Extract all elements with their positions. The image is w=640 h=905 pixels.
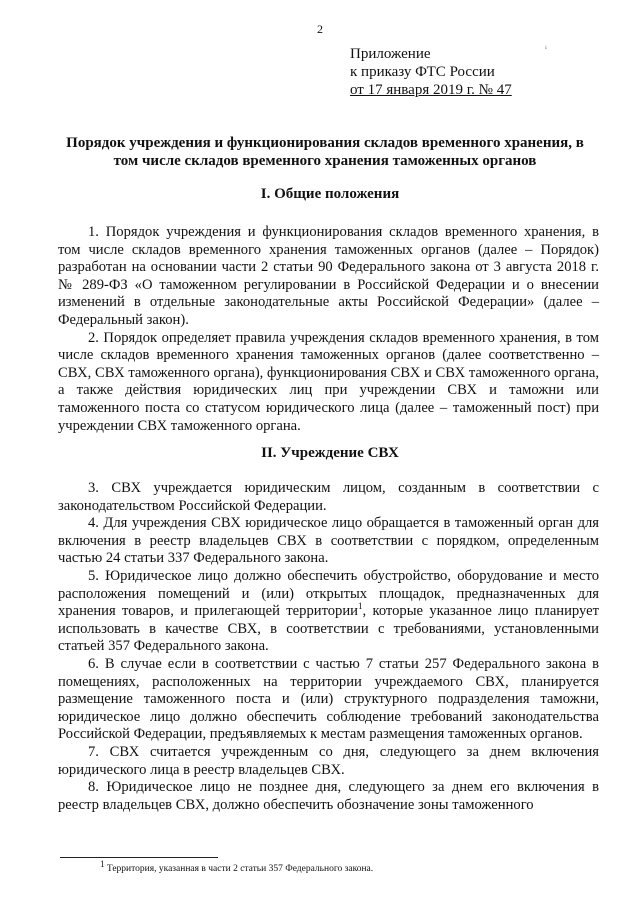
page-number: 2 <box>317 22 323 36</box>
paragraph-3: 3. СВХ учреждается юридическим лицом, созданным в соответствии с законодательством Российской Федерации. <box>58 480 599 514</box>
annex-block <box>350 45 512 99</box>
footnote-divider <box>60 857 218 858</box>
paragraph-2: 2. Порядок определяет правила учреждения складов временного хранения, в том числе складов временного хранения таможенных органов (далее соответственно – СВХ, СВХ таможенного органа), функционирования СВХ и СВХ таможенного органа, а также действия юридических лиц при учреждении СВХ и таможни или таможенного поста со статусом юридического лица (далее – таможенный пост) при учреждении СВХ таможенного органа. <box>58 329 599 434</box>
section-1-heading: I. Общие положения <box>260 186 400 202</box>
footnote-number: 1 <box>100 859 105 869</box>
paragraph-6: 6. В случае если в соответствии с частью 7 статьи 257 Федерального закона в помещениях, расположенных на территории учреждаемого СВХ, планируется размещение таможенного поста и (или) структурного подразделения таможни, юридическое лицо должно обеспечить соблюдение требований законодательства Российской Федерации, предъявляемых к местам размещения таможенных органов. <box>58 655 599 743</box>
paragraph-5-part-2: , которые указанное лицо планирует использовать в качестве СВХ, в соответствии с требованиями, установленными статьей 357 Федерального закона. <box>58 603 599 655</box>
section-1-body <box>58 224 599 435</box>
paragraph-8: 8. Юридическое лицо не позднее дня, следующего за днем его включения в реестр владельцев СВХ, должно обеспечить обозначение зоны таможенного <box>58 779 599 813</box>
section-2-heading: II. Учреждение СВХ <box>261 445 399 461</box>
footnote-text: Территория, указанная в части 2 статьи 357 Федерального закона. <box>106 864 374 875</box>
paragraph-7: 7. СВХ считается учрежденным со дня, следующего за днем включения юридического лица в реестр владельцев СВХ. <box>58 743 599 778</box>
annex-line-2: к приказу ФТС России <box>350 64 495 80</box>
paragraph-4: 4. Для учреждения СВХ юридическое лицо обращается в таможенный орган для включения в реестр владельцев СВХ в соответствии с порядком, определенным частью 24 статьи 337 Федерального закона. <box>58 515 599 567</box>
annex-line-3: от 17 января 2019 г. № 47 <box>350 82 512 98</box>
section-2-body <box>58 480 599 814</box>
corner-mark: ⁱ <box>545 44 547 54</box>
paragraph-5 <box>58 568 599 656</box>
footnote-ref: 1 <box>357 601 363 612</box>
document-title: Порядок учреждения и функционирования складов временного хранения, в том числе складов временного хранения таможенных органов <box>66 135 584 169</box>
paragraph-5-part-1: 5. Юридическое лицо должно обеспечить обустройство, оборудование и место расположения помещений и (или) открытых площадок, предназначенных для хранения товаров, и прилегающей территории <box>58 567 599 620</box>
annex-line-1: Приложение <box>350 46 431 62</box>
footnote <box>100 859 374 875</box>
paragraph-1: 1. Порядок учреждения и функционирования складов временного хранения, в том числе складов временного хранения таможенных органов (далее – Порядок) разработан на основании части 2 статьи 90 Федерального закона от 3 августа 2018 г. № 289-ФЗ «О таможенном регулировании в Российской Федерации и о внесении изменений в отдельные законодательные акты Российской Федерации» (далее – Федеральный закон). <box>58 224 599 328</box>
